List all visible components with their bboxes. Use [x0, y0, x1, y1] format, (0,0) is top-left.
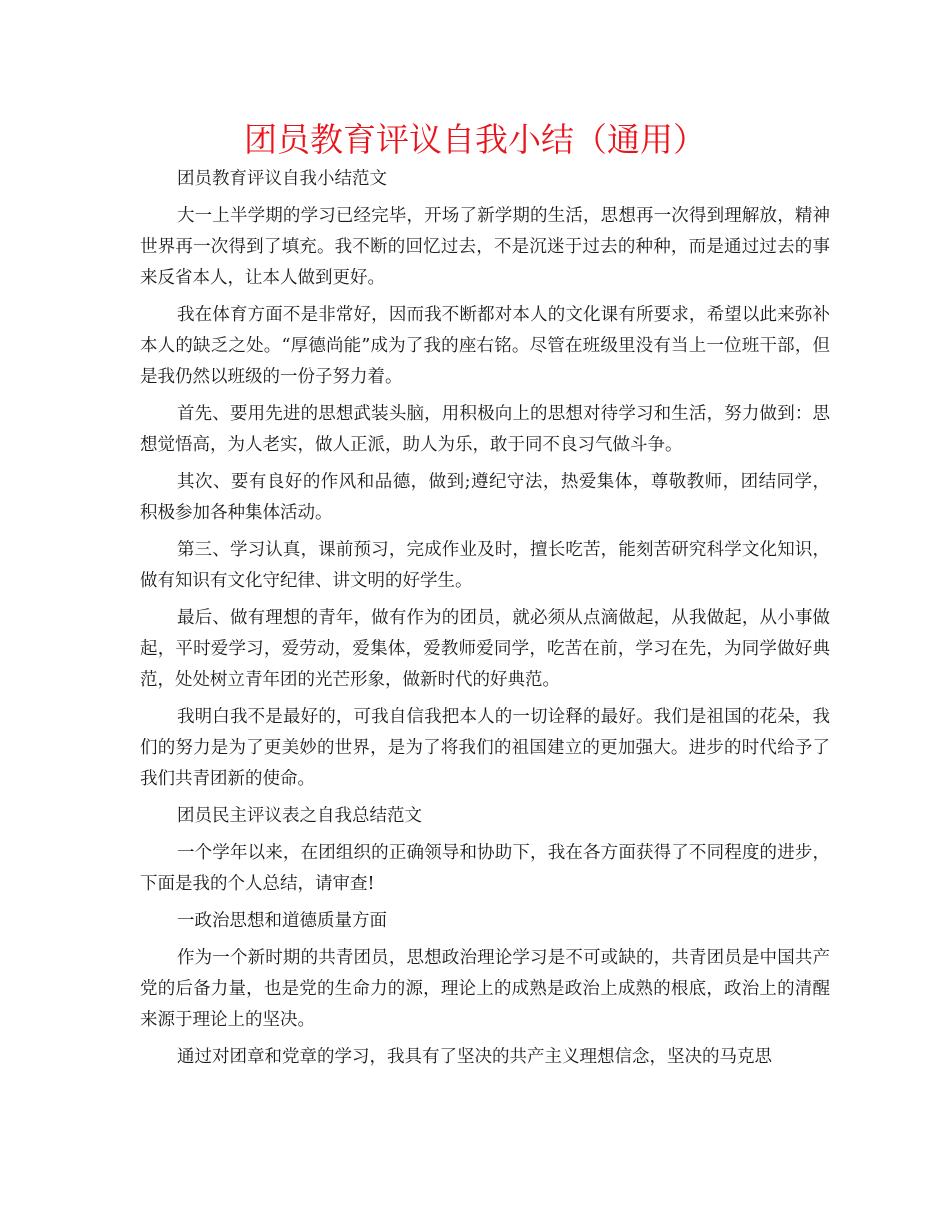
- paragraph-subtitle-2: 团员民主评议表之自我总结范文: [177, 806, 422, 826]
- section-heading: 一政治思想和道德质量方面: [177, 911, 387, 931]
- paragraph: 其次、要有良好的作风和品德，做到;遵纪守法，热爱集体，尊敬教师，团结同学，积极参加各种集体活动。: [140, 472, 830, 523]
- paragraph: 最后、做有理想的青年，做有作为的团员，就必须从点滴做起，从我做起，从小事做起，平时爱学习，爱劳动，爱集体，爱教师爱同学，吃苦在前，学习在先，为同学做好典范，处处树立青年团的光芒形象，做新时代的好典范。: [140, 608, 830, 690]
- paragraph: 一个学年以来，在团组织的正确领导和协助下，我在各方面获得了不同程度的进步，下面是我的个人总结，请审查!: [140, 843, 830, 894]
- paragraph: 我明白我不是最好的，可我自信我把本人的一切诠释的最好。我们是祖国的花朵，我们的努力是为了更美妙的世界，是为了将我们的祖国建立的更加强大。进步的时代给予了我们共青团新的使命。: [140, 707, 830, 789]
- paragraph: 我在体育方面不是非常好，因而我不断都对本人的文化课有所要求，希望以此来弥补本人的缺乏之处。“厚德尚能”成为了我的座右铭。尽管在班级里没有当上一位班干部，但是我仍然以班级的一份子努力着。: [140, 305, 830, 387]
- paragraph-subtitle-1: 团员教育评议自我小结范文: [177, 169, 387, 189]
- paragraph: 第三、学习认真，课前预习，完成作业及时，擅长吃苦，能刻苦研究科学文化知识，做有知识有文化守纪律、讲文明的好学生。: [140, 540, 830, 591]
- paragraph: 作为一个新时期的共青团员，思想政治理论学习是不可或缺的，共青团员是中国共产党的后备力量，也是党的生命力的源，理论上的成熟是政治上成熟的根底，政治上的清醒来源于理论上的坚决。: [140, 948, 830, 1030]
- document-body: [140, 164, 830, 1079]
- document-title: 团员教育评议自我小结（通用）: [244, 120, 706, 159]
- paragraph: 通过对团章和党章的学习，我具有了坚决的共产主义理想信念，坚决的马克思: [177, 1047, 772, 1067]
- paragraph: 大一上半学期的学习已经完毕，开场了新学期的生活，思想再一次得到理解放，精神世界再一次得到了填充。我不断的回忆过去，不是沉迷于过去的种种，而是通过过去的事来反省本人，让本人做到更好。: [140, 206, 830, 288]
- paragraph: 首先、要用先进的思想武装头脑，用积极向上的思想对待学习和生活，努力做到：思想觉悟高，为人老实，做人正派，助人为乐，敢于同不良习气做斗争。: [140, 404, 830, 455]
